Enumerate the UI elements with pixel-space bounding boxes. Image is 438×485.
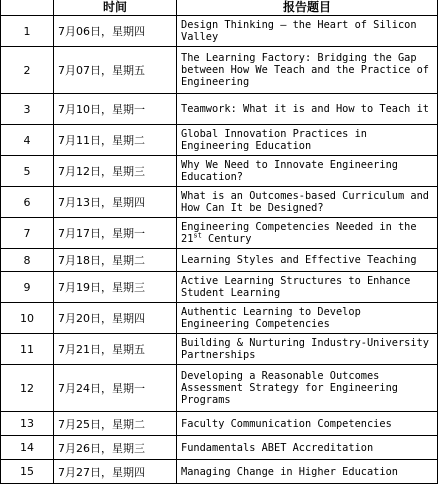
topic-text: Engineering Competencies Needed in the 21: [181, 221, 417, 245]
row-topic: What is an Outcomes-based Curriculum and How Can It be Designed?: [177, 187, 438, 218]
row-topic: Why We Need to Innovate Engineering Education?: [177, 156, 438, 187]
table-row: [1, 125, 438, 156]
header-number: [1, 0, 54, 16]
row-date: 7月26日，星期三: [54, 436, 177, 460]
row-date: 7月19日，星期三: [54, 272, 177, 303]
table-row: [1, 187, 438, 218]
row-topic: Design Thinking – the Heart of Silicon Valley: [177, 16, 438, 47]
row-number: 8: [1, 249, 54, 272]
row-topic: [177, 218, 438, 249]
table-row: [1, 460, 438, 484]
row-date: 7月21日，星期五: [54, 334, 177, 365]
row-date: 7月10日，星期一: [54, 94, 177, 125]
table-row: [1, 94, 438, 125]
ordinal-suffix: st: [193, 231, 202, 240]
table-row: [1, 156, 438, 187]
topic-text-tail: Century: [201, 233, 252, 245]
row-number: 10: [1, 303, 54, 334]
table-row: [1, 412, 438, 436]
table-row: [1, 272, 438, 303]
row-date: 7月27日，星期四: [54, 460, 177, 484]
header-topic: 报告题目: [177, 0, 438, 16]
row-number: 5: [1, 156, 54, 187]
header-time: 时间: [54, 0, 177, 16]
row-number: 2: [1, 47, 54, 94]
row-number: 3: [1, 94, 54, 125]
row-date: 7月12日，星期三: [54, 156, 177, 187]
table-row: [1, 365, 438, 412]
row-topic: Authentic Learning to Develop Engineering Competencies: [177, 303, 438, 334]
row-date: 7月11日，星期二: [54, 125, 177, 156]
row-date: 7月25日，星期二: [54, 412, 177, 436]
row-topic: Faculty Communication Competencies: [177, 412, 438, 436]
row-topic: Learning Styles and Effective Teaching: [177, 249, 438, 272]
row-topic: Managing Change in Higher Education: [177, 460, 438, 484]
row-date: 7月18日，星期二: [54, 249, 177, 272]
row-date: 7月06日，星期四: [54, 16, 177, 47]
row-number: 1: [1, 16, 54, 47]
row-number: 13: [1, 412, 54, 436]
row-number: 9: [1, 272, 54, 303]
row-number: 7: [1, 218, 54, 249]
table-row: [1, 436, 438, 460]
header-row: [1, 0, 438, 16]
row-topic: Fundamentals ABET Accreditation: [177, 436, 438, 460]
row-number: 6: [1, 187, 54, 218]
table-row: [1, 47, 438, 94]
row-number: 4: [1, 125, 54, 156]
row-date: 7月17日，星期一: [54, 218, 177, 249]
row-topic: Building & Nurturing Industry-University Partnerships: [177, 334, 438, 365]
row-date: 7月24日，星期一: [54, 365, 177, 412]
table-row: [1, 249, 438, 272]
row-date: 7月07日，星期五: [54, 47, 177, 94]
row-topic: Global Innovation Practices in Engineering Education: [177, 125, 438, 156]
table-row: [1, 334, 438, 365]
table-row: [1, 218, 438, 249]
row-number: 14: [1, 436, 54, 460]
table-row: [1, 303, 438, 334]
row-date: 7月13日，星期四: [54, 187, 177, 218]
row-number: 11: [1, 334, 54, 365]
row-topic: Developing a Reasonable Outcomes Assessment Strategy for Engineering Programs: [177, 365, 438, 412]
table-row: [1, 16, 438, 47]
row-number: 12: [1, 365, 54, 412]
row-number: 15: [1, 460, 54, 484]
row-date: 7月20日，星期四: [54, 303, 177, 334]
row-topic: Active Learning Structures to Enhance Student Learning: [177, 272, 438, 303]
row-topic: Teamwork: What it is and How to Teach it: [177, 94, 438, 125]
row-topic: The Learning Factory: Bridging the Gap between How We Teach and the Practice of Engineering: [177, 47, 438, 94]
